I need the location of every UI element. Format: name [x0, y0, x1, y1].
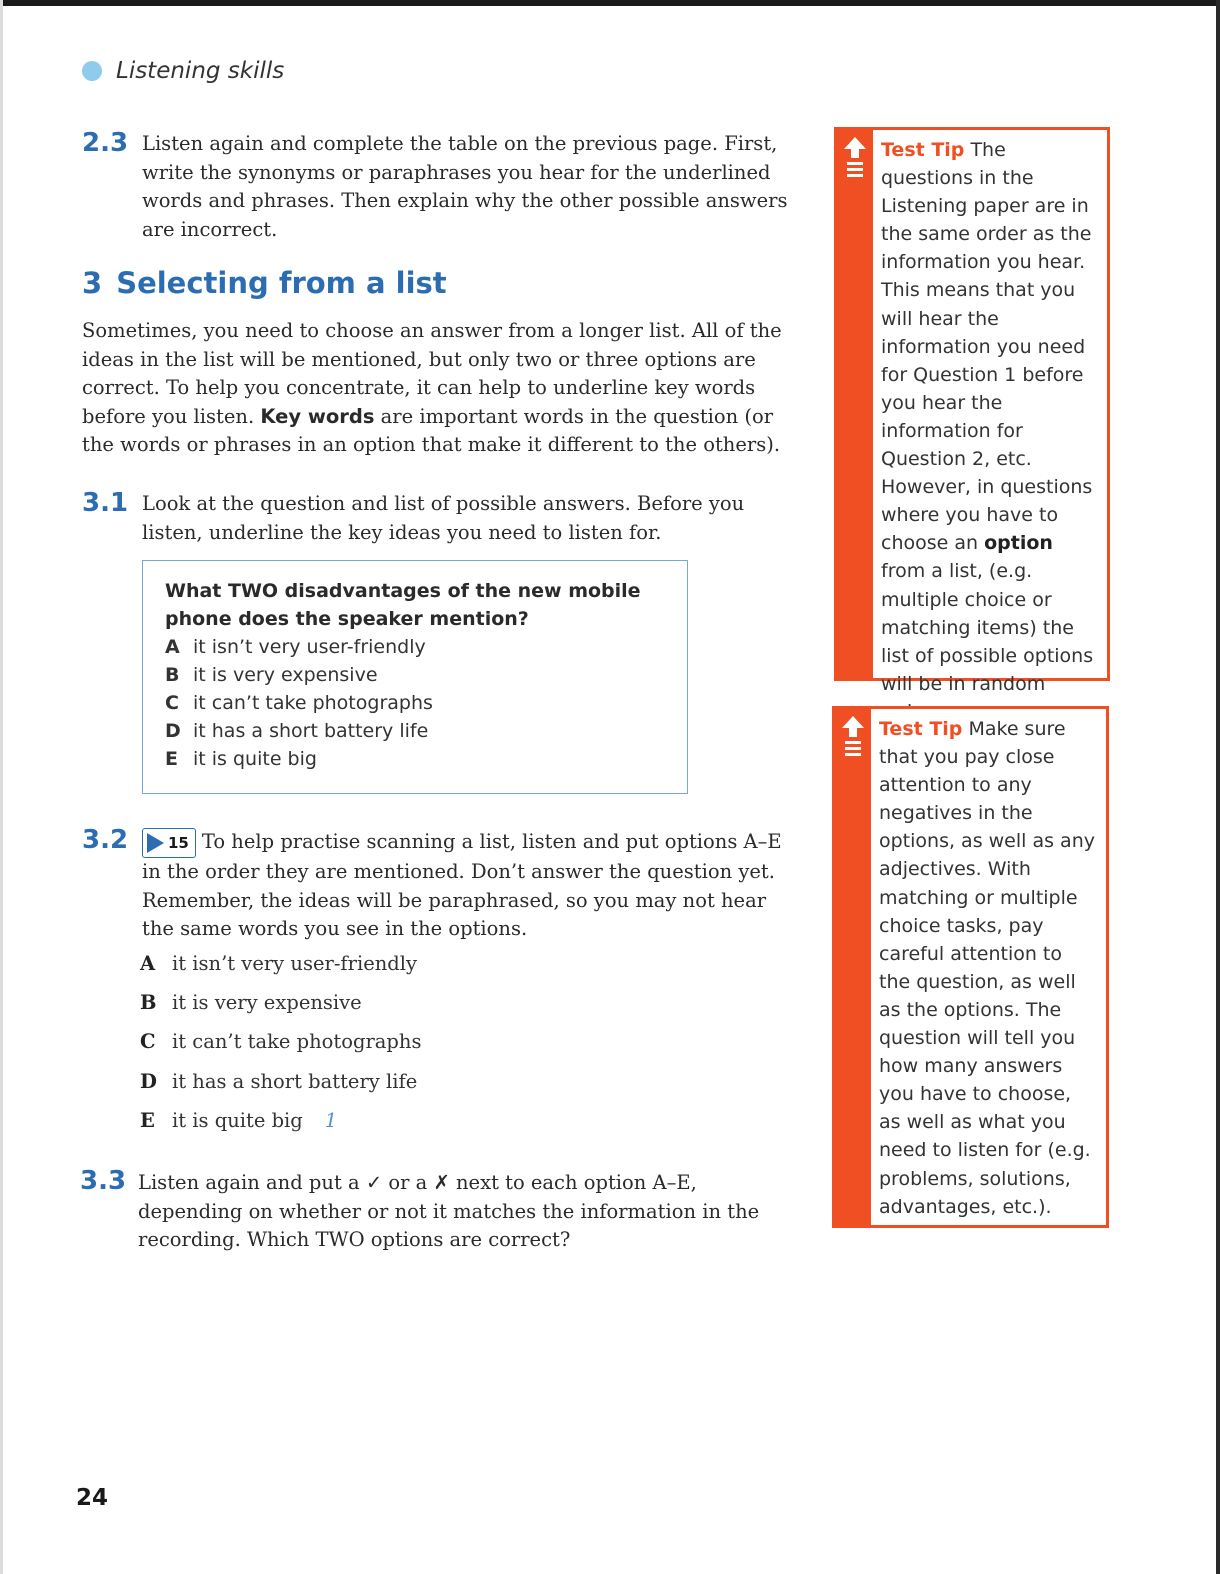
option-text: it is quite big: [193, 748, 317, 770]
option-letter: A: [165, 636, 180, 658]
option-letter: D: [165, 720, 181, 742]
arrow-up-icon: [843, 136, 867, 186]
option-letter: B: [165, 664, 180, 686]
option-letter: C: [140, 1030, 156, 1054]
exercise-3-2-instructions: To help practise scanning a list, listen and put options A–E in the order they are mentioned. Don’t answer the question yet. Remember, the ideas will be paraphrased, so you may not hear the same words you see in the options.: [142, 830, 782, 940]
exercise-3-3-text: Listen again and put a ✓ or a ✗ next to each option A–E, depending on whether or not it matches the information in the recording. Which TWO options are correct?: [138, 1171, 760, 1251]
option-item: [140, 1068, 421, 1107]
option-text: it is very expensive: [193, 664, 378, 686]
exercise-3-1-text: Look at the question and list of possible answers. Before you listen, underline the key ideas you need to listen for.: [142, 492, 745, 544]
option-text: it has a short battery life: [193, 720, 429, 742]
exercise-number: 2.3: [82, 128, 129, 158]
intro-text-1: Sometimes, you need to choose an answer from a longer list. All of the ideas in the list will be mentioned, but only two or three options are correct. To help you concentrate, it can help to underline key words before you listen.: [82, 319, 782, 428]
exercise-number: 3.3: [80, 1166, 127, 1196]
handwritten-order-mark: 1: [324, 1108, 338, 1132]
page-header: [82, 58, 284, 84]
option-letter: A: [140, 952, 156, 975]
section-heading: [82, 266, 447, 300]
bullet-dot-icon: [82, 61, 102, 81]
tip-text: The questions in the Listening paper are in the same order as the information you hear. This means that you will hear the information you need for Question 1 before you hear the information for Question 2, etc. However, in questions where you have to choose an: [881, 139, 1093, 555]
option-text: it is very expensive: [172, 991, 362, 1015]
option-item: [165, 717, 667, 745]
question-box: [142, 560, 688, 794]
tip-text: from a list, (e.g. multiple choice or matching items) the list of possible options will be in random: [881, 560, 1094, 695]
option-item: [165, 745, 667, 773]
tip-body: [881, 136, 1099, 726]
option-item: [140, 1107, 421, 1146]
intro-text-2: are important words in the question (or the words or phrases in an option that make it different to the others).: [82, 404, 781, 456]
option-item: [140, 950, 421, 989]
tip-label: Test Tip: [881, 139, 965, 161]
test-tip-box: [832, 706, 1109, 1228]
section-heading-title: Selecting from a list: [116, 266, 447, 300]
exercise-2-3-text: Listen again and complete the table on the previous page. First, write the synonyms or paraphrases you hear for the underlined words and phrases. Then explain why the other possible answers are incorrect.: [142, 132, 788, 241]
arrow-up-icon: [841, 715, 865, 765]
option-letter: E: [165, 748, 178, 770]
option-item: [165, 689, 667, 717]
option-text: it isn’t very user-friendly: [193, 636, 426, 658]
scan-left-edge: [0, 0, 3, 1574]
option-letter: E: [140, 1108, 155, 1132]
tip-body: [879, 715, 1098, 1221]
section-intro: [82, 317, 802, 460]
option-letter: C: [165, 692, 179, 714]
test-tip-box: [834, 127, 1110, 695]
tip-label: Test Tip: [879, 718, 963, 740]
option-item: [165, 633, 667, 661]
tip-band: [835, 709, 871, 1225]
option-letter: D: [140, 1069, 157, 1093]
question-title: What TWO disadvantages of the new mobile phone does the speaker mention?: [165, 580, 641, 630]
scan-top-edge: [0, 0, 1220, 6]
option-item: [165, 661, 667, 689]
option-text: it isn’t very user-friendly: [172, 952, 418, 975]
option-item: [140, 989, 421, 1028]
option-list: [140, 950, 421, 1146]
exercise-3-2-text: [142, 828, 792, 944]
option-text: it is quite big: [172, 1108, 303, 1132]
play-icon: [147, 833, 164, 853]
scan-right-edge: [1216, 0, 1220, 1574]
option-item: [140, 1028, 421, 1067]
section-title: Listening skills: [116, 58, 285, 84]
section-number: 3: [82, 266, 103, 300]
tip-text: Make sure that you pay close attention to any negatives in the options, as well as any adjectives. With matching or multiple choice tasks, pay careful attention to the question, as well as the options. The question will tell you how many answers you have to choose, as well as what you need to listen for (e.g. problems, solutions, advantages, etc.).: [879, 718, 1095, 1218]
tip-band: [837, 130, 873, 678]
intro-key-words: Key words: [260, 404, 375, 428]
option-text: it can’t take photographs: [193, 692, 433, 714]
option-text: it has a short battery life: [172, 1069, 418, 1093]
exercise-number: 3.2: [82, 825, 129, 855]
audio-track-number: 15: [168, 833, 189, 852]
option-letter: B: [140, 991, 157, 1015]
page-number: 24: [76, 1485, 109, 1511]
tip-bold-word: option: [984, 532, 1053, 555]
audio-track-button[interactable]: [142, 828, 196, 858]
exercise-number: 3.1: [82, 488, 129, 518]
option-text: it can’t take photographs: [172, 1030, 422, 1054]
